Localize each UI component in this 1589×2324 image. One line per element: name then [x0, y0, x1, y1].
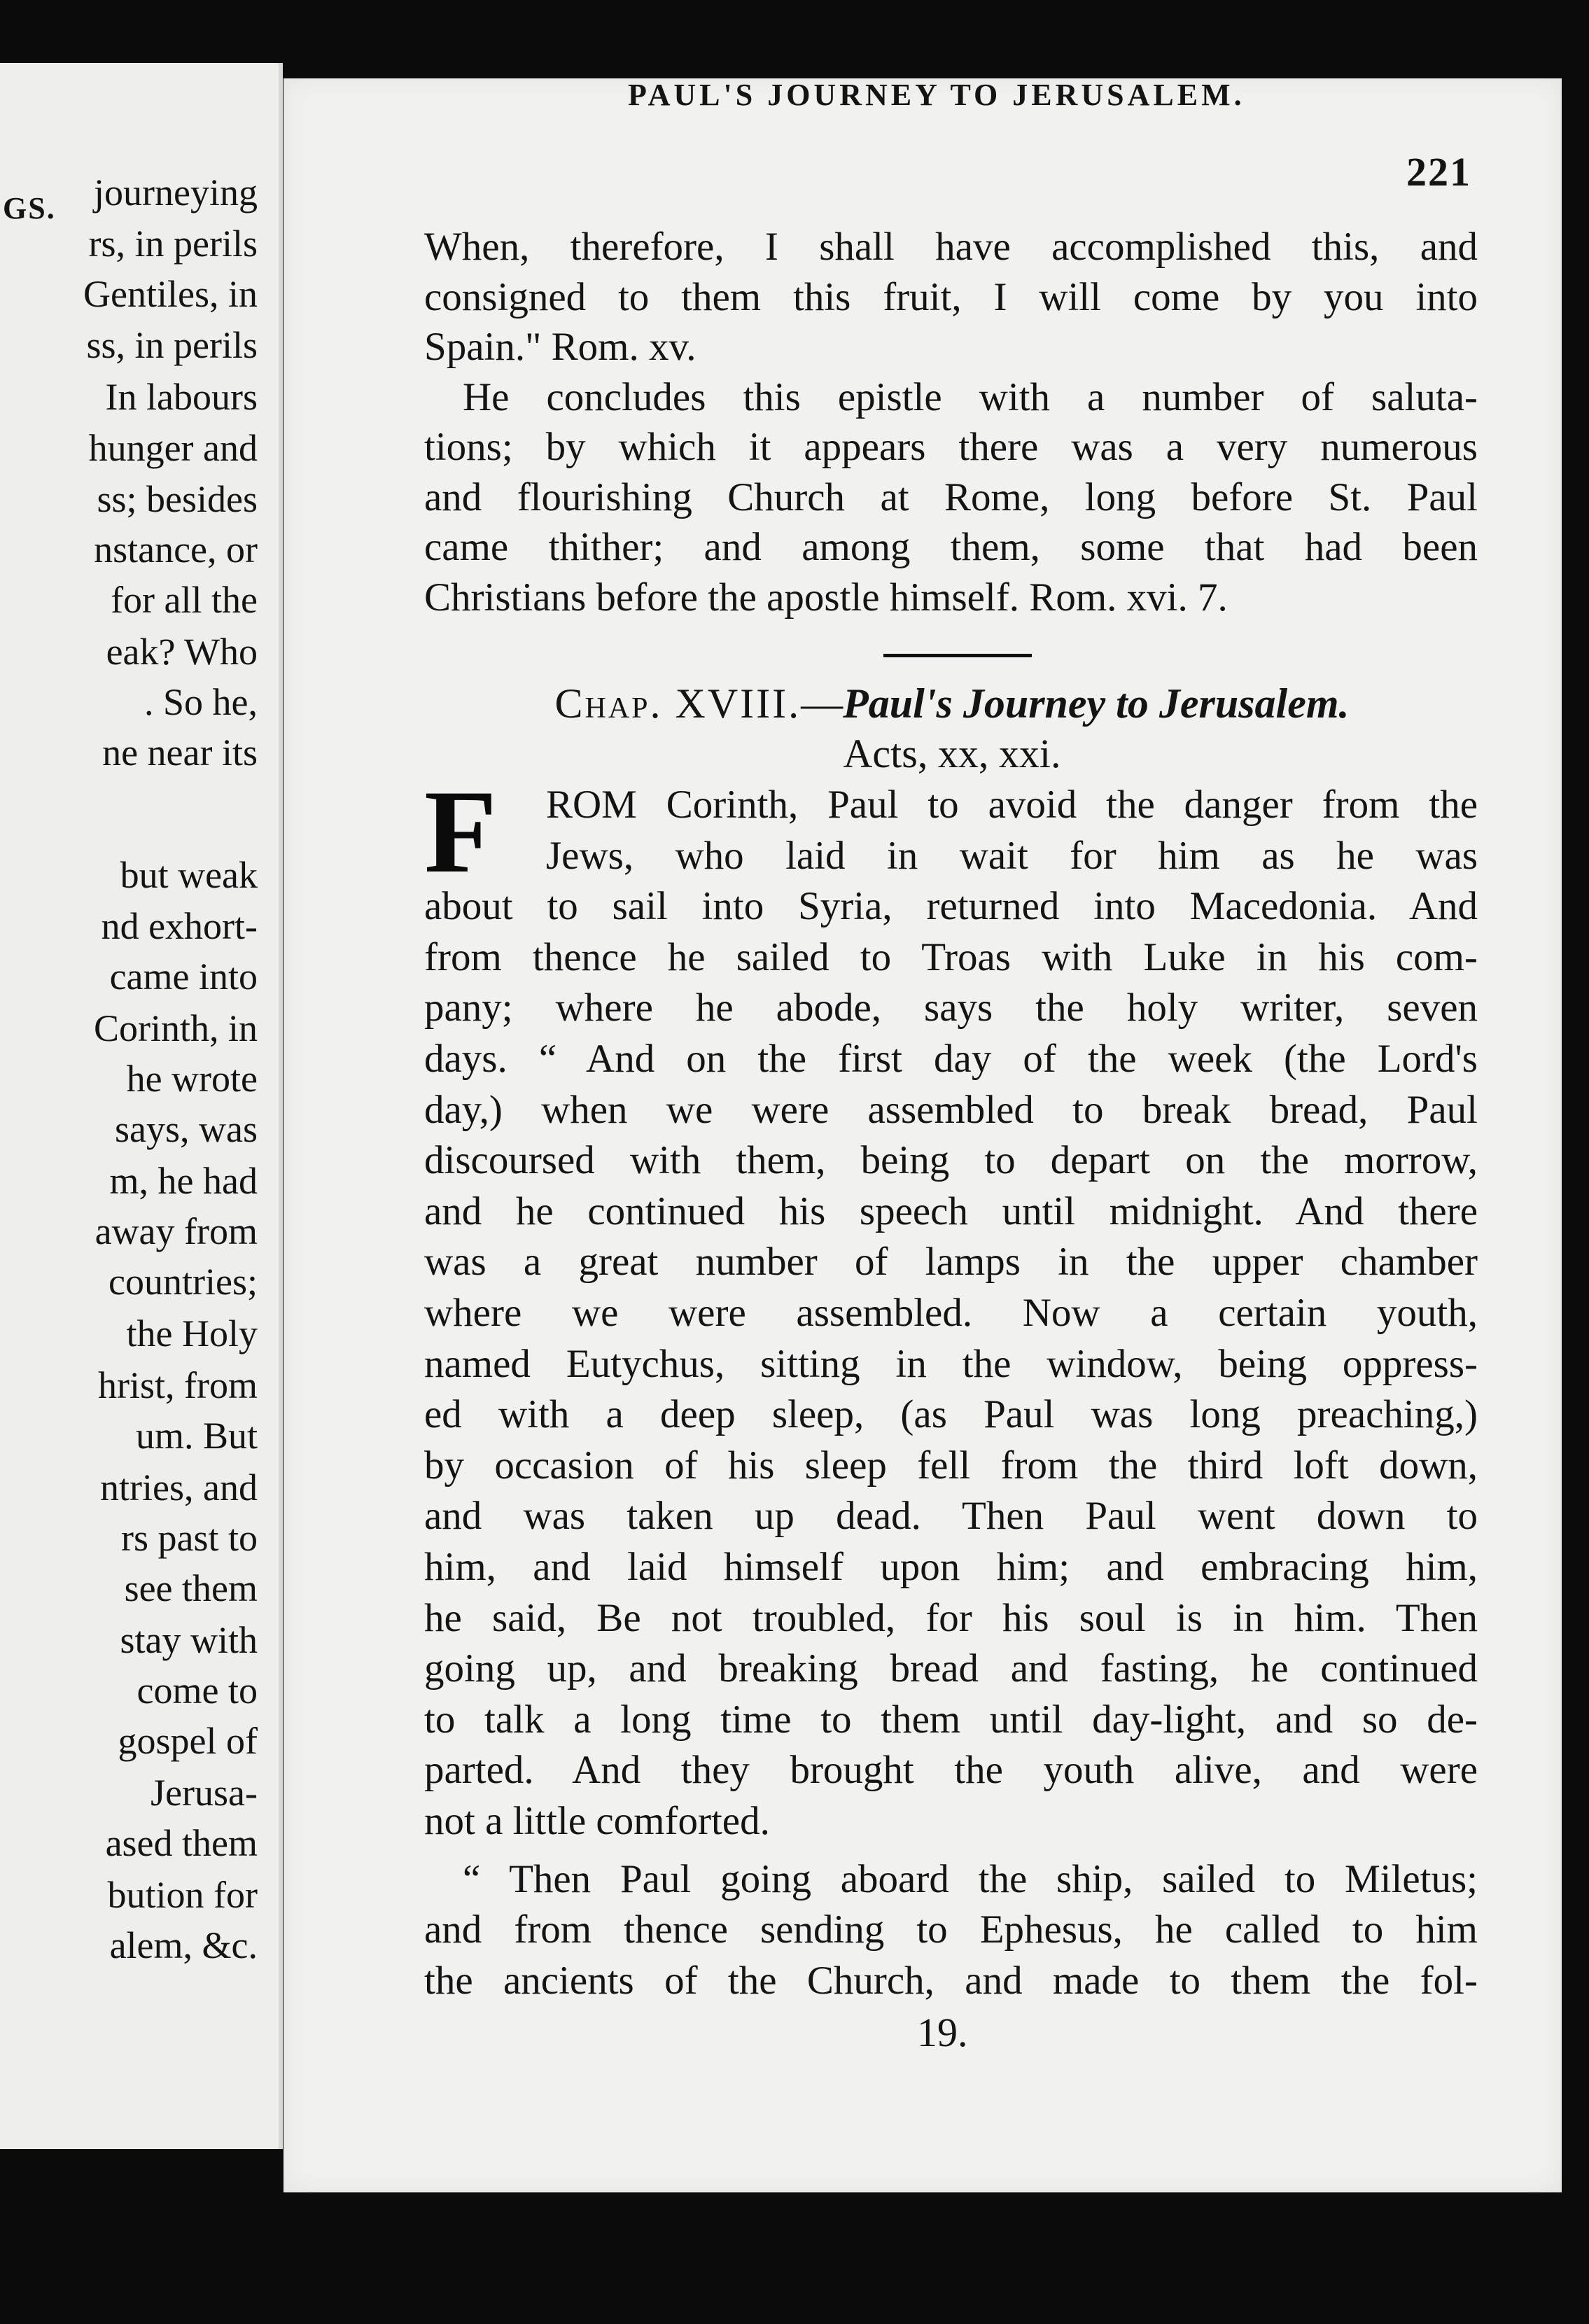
facing-page-line: stay with — [120, 1619, 258, 1661]
body-line: When, therefore, I shall have accomplished this, and — [424, 225, 1478, 269]
chapter-label: Chap. XVIII. — [554, 680, 802, 727]
body-line: and he continued his speech until midnight. And there — [424, 1189, 1478, 1233]
facing-page-line: gospel of — [118, 1720, 258, 1762]
body-line: about to sail into Syria, returned into Macedonia. And — [424, 884, 1478, 928]
body-line: consigned to them this fruit, I will come by you into — [424, 275, 1478, 319]
facing-page-line: come to — [136, 1670, 258, 1712]
body-line: Jews, who laid in wait for him as he was — [546, 834, 1478, 878]
body-line: the ancients of the Church, and made to them the fol- — [424, 1959, 1478, 2003]
facing-page-line: hunger and — [88, 427, 258, 469]
facing-page-line: nd exhort- — [101, 905, 258, 947]
facing-page-line: alem, &c. — [109, 1924, 258, 1966]
facing-page-line: Jerusa- — [150, 1772, 258, 1814]
facing-page-line: . So he, — [144, 681, 258, 723]
facing-page-line: ased them — [105, 1822, 258, 1864]
facing-page-line: Gentiles, in — [83, 273, 258, 315]
body-line: tions; by which it appears there was a very numerous — [424, 425, 1478, 469]
body-line: days. “ And on the first day of the week (the Lord's — [424, 1037, 1478, 1081]
body-line: and flourishing Church at Rome, long before St. Paul — [424, 475, 1478, 519]
facing-page-line: came into — [109, 955, 258, 997]
facing-page-line: Corinth, in — [93, 1007, 258, 1049]
body-line: “ Then Paul going aboard the ship, sailed to Miletus; — [463, 1857, 1478, 1901]
body-line: ROM Corinth, Paul to avoid the danger from the — [546, 783, 1478, 827]
facing-page-line: ne near its — [102, 732, 258, 774]
body-line: Christians before the apostle himself. Rom. xvi. 7. — [424, 575, 1228, 620]
facing-page-line: ss; besides — [97, 478, 258, 520]
facing-page-line: um. But — [135, 1415, 258, 1457]
body-line: was a great number of lamps in the upper chamber — [424, 1240, 1478, 1284]
body-line: by occasion of his sleep fell from the third loft down, — [424, 1443, 1478, 1488]
facing-page-line: rs past to — [121, 1517, 258, 1559]
facing-page-line: away from — [94, 1210, 258, 1252]
drop-cap: F — [424, 766, 497, 897]
body-line: him, and laid himself upon him; and embracing him, — [424, 1545, 1478, 1589]
facing-page-line: ntries, and — [100, 1466, 258, 1508]
body-line: going up, and breaking bread and fasting, he continued — [424, 1646, 1478, 1690]
facing-page-line: but weak — [120, 854, 258, 896]
body-line: and from thence sending to Ephesus, he called to him — [424, 1907, 1478, 1952]
facing-page-line: the Holy — [126, 1312, 258, 1354]
signature-mark: 19. — [917, 2010, 968, 2055]
body-line: he said, Be not troubled, for his soul is in him. Then — [424, 1596, 1478, 1640]
body-line: named Eutychus, sitting in the window, being oppress- — [424, 1342, 1478, 1386]
facing-page — [0, 63, 283, 2149]
chapter-title: Paul's Journey to Jerusalem. — [843, 680, 1350, 727]
facing-page-line: countries; — [108, 1261, 258, 1303]
chapter-dash: — — [801, 680, 844, 727]
facing-page-line: see them — [124, 1567, 258, 1609]
body-line: where we were assembled. Now a certain youth, — [424, 1291, 1478, 1335]
facing-page-line: rs, in perils — [88, 223, 258, 265]
facing-page-line: he wrote — [126, 1058, 258, 1100]
facing-page-line: eak? Who — [106, 631, 258, 673]
body-line: He concludes this epistle with a number of saluta- — [463, 375, 1478, 419]
facing-page-line: nstance, or — [94, 528, 258, 570]
facing-page-header: GS. — [3, 191, 56, 225]
body-line: parted. And they brought the youth alive, and were — [424, 1748, 1478, 1792]
facing-page-line: says, was — [115, 1108, 258, 1150]
facing-page-line: In labours — [105, 376, 258, 418]
section-divider — [883, 654, 1032, 657]
facing-page-line: m, he had — [109, 1160, 258, 1202]
facing-page-line: ss, in perils — [86, 324, 258, 366]
body-line: discoursed with them, being to depart on the morrow, — [424, 1138, 1478, 1182]
body-line: came thither; and among them, some that had been — [424, 525, 1478, 569]
body-line: not a little comforted. — [424, 1799, 770, 1843]
body-line: from thence he sailed to Troas with Luke in his com- — [424, 935, 1478, 979]
body-line: and was taken up dead. Then Paul went down to — [424, 1494, 1478, 1538]
body-line: Spain." Rom. xv. — [424, 325, 696, 369]
chapter-reference: Acts, xx, xxi. — [843, 731, 1061, 776]
body-line: day,) when we were assembled to break bread, Paul — [424, 1088, 1478, 1132]
facing-page-line: bution for — [107, 1874, 258, 1916]
facing-page-line: journeying — [94, 172, 258, 214]
facing-page-line: for all the — [111, 579, 258, 621]
body-line: to talk a long time to them until day-light, and so de- — [424, 1698, 1478, 1742]
running-head-title: PAUL'S JOURNEY TO JERUSALEM. — [628, 78, 1245, 112]
facing-page-line: hrist, from — [98, 1364, 258, 1406]
body-line: pany; where he abode, says the holy writer, seven — [424, 986, 1478, 1030]
chapter-heading — [490, 679, 1414, 728]
page-number: 221 — [1406, 149, 1471, 195]
body-line: ed with a deep sleep, (as Paul was long preaching,) — [424, 1392, 1478, 1436]
